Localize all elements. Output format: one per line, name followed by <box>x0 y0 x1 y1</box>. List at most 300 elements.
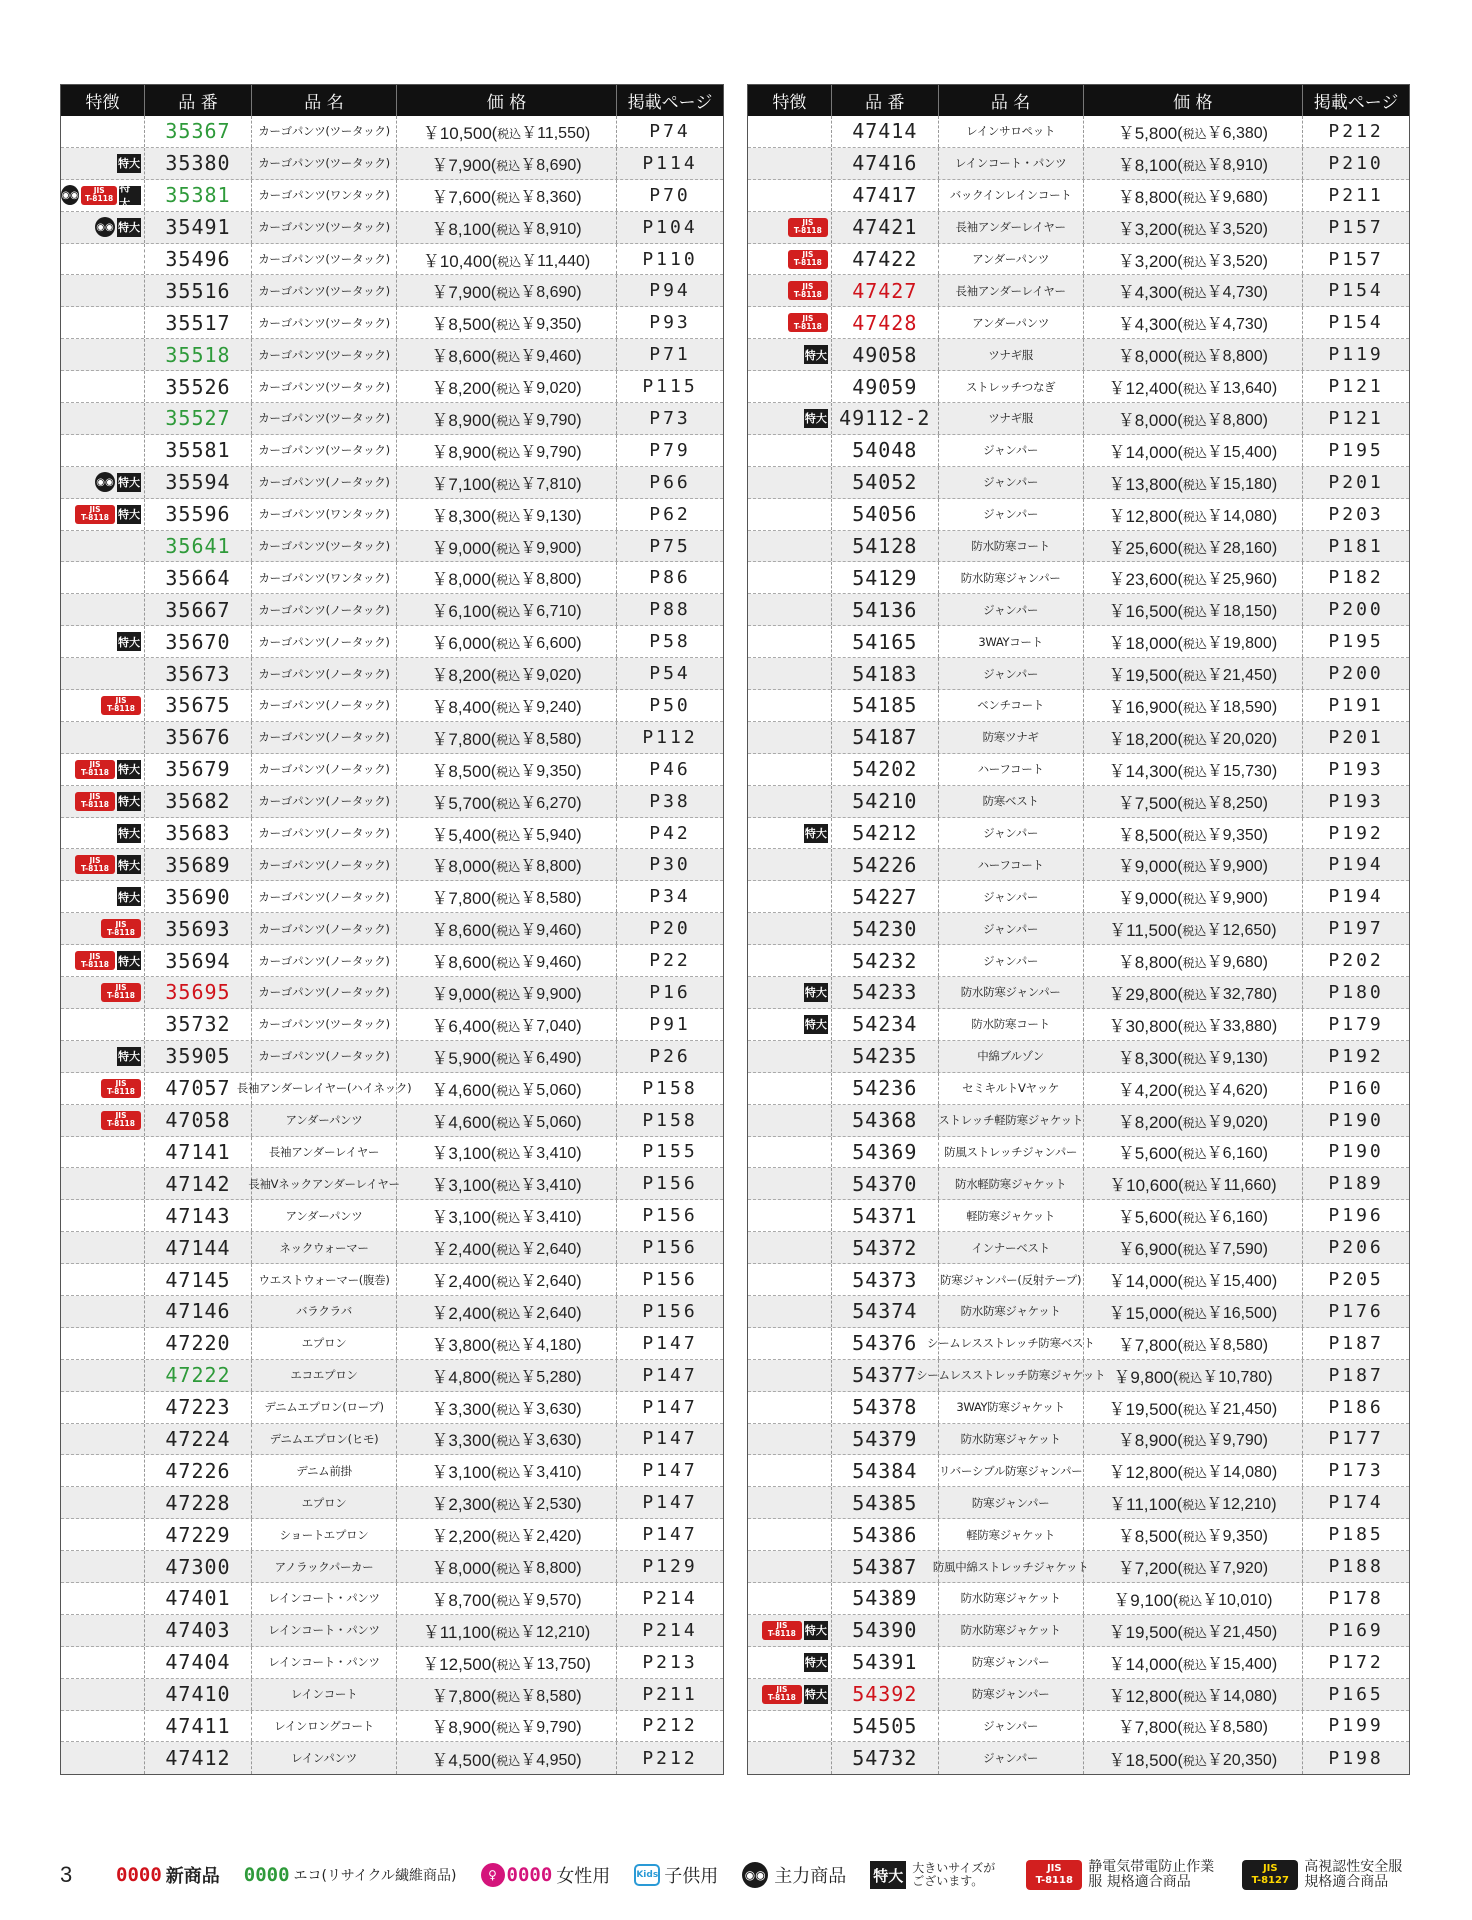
paren: ) <box>576 1719 582 1737</box>
table-row <box>61 1264 723 1296</box>
price: ￥9,000 <box>431 984 491 1004</box>
jis-text: JIS <box>115 1079 127 1089</box>
product-number: 47226 <box>145 1455 252 1486</box>
table-row <box>748 818 1409 850</box>
table-row <box>61 212 723 244</box>
paren: ( <box>490 1751 497 1769</box>
tax-price: ￥8,580 <box>1206 1719 1263 1737</box>
catalog-page: P178 <box>1328 1587 1384 1609</box>
tax-price: ￥14,080 <box>1206 1464 1272 1482</box>
tax-price: ￥3,410 <box>520 1209 577 1227</box>
product-number: 54390 <box>832 1615 939 1646</box>
price-with-tax <box>1178 1651 1278 1674</box>
header-price: 価 格 <box>397 85 617 116</box>
tax-label: 税込 <box>1178 1593 1203 1608</box>
paren: ( <box>1177 252 1183 270</box>
product-name: カーゴパンツ(ノータック) <box>252 690 397 721</box>
jis-text: JIS <box>802 281 814 291</box>
paren: ) <box>1271 571 1278 589</box>
tax-price: ￥9,790 <box>520 1719 577 1737</box>
product-number: 47224 <box>145 1424 252 1455</box>
features-cell <box>61 1742 145 1774</box>
legend-eco-code: 0000 <box>243 1864 290 1886</box>
price-with-tax <box>1178 726 1278 749</box>
features-cell <box>748 594 832 625</box>
features-cell <box>61 1232 145 1263</box>
paren: ( <box>1178 1177 1184 1195</box>
features-cell <box>61 275 145 306</box>
catalog-page: P147 <box>642 1460 698 1482</box>
product-number: 54378 <box>832 1392 939 1423</box>
price-with-tax <box>491 1109 582 1132</box>
paren: ) <box>1271 539 1278 557</box>
table-row <box>748 1264 1409 1296</box>
paren: ( <box>1177 794 1183 812</box>
tax-price: ￥4,730 <box>1206 316 1263 334</box>
jis-text: JIS <box>115 919 127 929</box>
paren: ( <box>490 1687 497 1705</box>
header-name: 品 名 <box>939 85 1084 116</box>
tax-price: ￥9,570 <box>520 1591 577 1609</box>
paren: ) <box>576 1464 582 1482</box>
jis-code-text: T-8118 <box>80 959 109 969</box>
jis-8118-icon <box>75 855 115 874</box>
price-with-tax <box>491 1013 582 1036</box>
catalog-page: P156 <box>642 1205 698 1227</box>
paren: ( <box>490 1623 496 1641</box>
features-cell <box>61 849 145 880</box>
tax-label: 税込 <box>496 1179 521 1194</box>
product-number: 54226 <box>832 849 939 880</box>
catalog-page: P195 <box>1328 439 1384 461</box>
price-cell <box>397 849 617 880</box>
product-name: レインロングコート <box>252 1711 397 1742</box>
legend-new-code: 0000 <box>116 1864 162 1886</box>
table-row <box>748 1328 1409 1360</box>
paren: ( <box>490 1177 497 1195</box>
paren: ( <box>490 1017 497 1035</box>
product-number: 54136 <box>832 594 939 625</box>
page-number: 3 <box>60 1862 73 1887</box>
price-cell <box>397 1073 617 1104</box>
table-row <box>748 435 1409 467</box>
price: ￥12,800 <box>1108 1686 1178 1706</box>
features-cell <box>748 1137 832 1168</box>
price-cell <box>397 371 617 402</box>
product-number: 35679 <box>145 754 252 785</box>
paren: ( <box>490 539 497 557</box>
header-number: 品 番 <box>832 85 939 116</box>
price-with-tax <box>491 1332 582 1355</box>
product-name: ハーフコート <box>939 754 1084 785</box>
features-cell <box>748 1296 832 1327</box>
jis-text: JIS <box>115 1111 127 1121</box>
tax-label: 税込 <box>496 860 521 875</box>
product-number: 54210 <box>832 786 939 817</box>
product-name: カーゴパンツ(ノータック) <box>252 818 397 849</box>
product-name: カーゴパンツ(ツータック) <box>252 275 397 306</box>
paren: ) <box>1271 1687 1278 1705</box>
product-number: 47143 <box>145 1200 252 1231</box>
price-cell <box>397 1392 617 1423</box>
paren: ) <box>576 1241 582 1259</box>
product-number: 54183 <box>832 658 939 689</box>
price-with-tax <box>1177 1140 1268 1163</box>
price-cell <box>397 1711 617 1742</box>
product-number: 35675 <box>145 690 252 721</box>
paren: ( <box>1177 443 1183 461</box>
tax-price: ￥10,010 <box>1202 1591 1268 1609</box>
table-row <box>61 403 723 435</box>
catalog-page: P112 <box>642 726 698 748</box>
tax-label: 税込 <box>1182 445 1207 460</box>
tax-price: ￥21,450 <box>1206 1623 1272 1641</box>
paren: ) <box>1262 220 1268 238</box>
paren: ( <box>1177 985 1183 1003</box>
price: ￥29,800 <box>1108 984 1178 1004</box>
price-cell <box>397 1679 617 1710</box>
price: ￥8,500 <box>431 315 491 335</box>
tax-price: ￥3,410 <box>520 1464 577 1482</box>
price-cell <box>397 1009 617 1040</box>
jis-code-text: T-8118 <box>767 1629 796 1639</box>
paren: ( <box>490 284 497 302</box>
product-name: 防寒ジャンパー <box>939 1647 1084 1678</box>
product-number: 54202 <box>832 754 939 785</box>
tax-label: 税込 <box>496 1657 521 1672</box>
price-with-tax <box>1177 120 1268 143</box>
product-number: 54232 <box>832 945 939 976</box>
product-name: ストレッチつなぎ <box>939 371 1084 402</box>
features-cell <box>61 1455 145 1486</box>
product-number: 54230 <box>832 913 939 944</box>
tax-label: 税込 <box>1182 1434 1207 1449</box>
paren: ( <box>490 794 497 812</box>
features-cell <box>61 626 145 657</box>
features-cell <box>748 1455 832 1486</box>
paren: ( <box>490 1400 497 1418</box>
legend-women-label: 女性用 <box>556 1866 611 1887</box>
legend-kids <box>634 1862 718 1888</box>
tax-price: ￥7,920 <box>1206 1560 1263 1578</box>
paren: ) <box>576 188 582 206</box>
price: ￥6,400 <box>431 1016 491 1036</box>
tax-price: ￥3,630 <box>520 1400 577 1418</box>
paren: ( <box>1177 1017 1183 1035</box>
product-name: 防寒ベスト <box>939 786 1084 817</box>
price-with-tax <box>1178 439 1278 462</box>
price: ￥7,600 <box>431 187 491 207</box>
catalog-page: P157 <box>1328 216 1384 238</box>
table-row <box>748 1455 1409 1487</box>
product-number: 47142 <box>145 1168 252 1199</box>
product-number: 35381 <box>145 180 252 211</box>
price: ￥5,800 <box>1117 123 1178 143</box>
product-name: カーゴパンツ(ツータック) <box>252 339 397 370</box>
tax-price: ￥6,710 <box>520 603 577 621</box>
tax-price: ￥8,580 <box>520 890 577 908</box>
product-number: 54373 <box>832 1264 939 1295</box>
product-name: ウエストウォーマー(腹巻) <box>252 1264 397 1295</box>
product-name: 中綿ブルゾン <box>939 1041 1084 1072</box>
product-name: カーゴパンツ(ツータック) <box>252 148 397 179</box>
price-cell <box>397 945 617 976</box>
product-number: 35518 <box>145 339 252 370</box>
price: ￥14,000 <box>1108 442 1178 462</box>
product-number: 54372 <box>832 1232 939 1263</box>
price-cell <box>1084 818 1304 849</box>
tax-label: 税込 <box>496 1019 521 1034</box>
product-name: カーゴパンツ(ツータック) <box>252 435 397 466</box>
paren: ) <box>576 284 582 302</box>
product-name: 防水防寒ジャンパー <box>939 562 1084 593</box>
price: ￥18,200 <box>1108 729 1178 749</box>
tax-price: ￥15,180 <box>1206 475 1272 493</box>
price-cell <box>397 1105 617 1136</box>
catalog-page: P114 <box>642 152 698 174</box>
jis-8118-icon <box>81 186 117 205</box>
features-cell <box>61 1105 145 1136</box>
price-cell <box>1084 1328 1304 1359</box>
table-row <box>61 467 723 499</box>
paren: ) <box>576 411 582 429</box>
table-row <box>748 786 1409 818</box>
features-cell <box>748 1487 832 1518</box>
features-cell <box>748 1264 832 1295</box>
price-cell <box>397 1455 617 1486</box>
table-row <box>61 307 723 339</box>
jis-text: JIS <box>776 1685 788 1695</box>
catalog-page: P54 <box>649 663 691 685</box>
product-name: デニムエプロン(ロープ) <box>252 1392 397 1423</box>
tax-label: 税込 <box>496 956 521 971</box>
price: ￥3,200 <box>1117 251 1178 271</box>
tax-label: 税込 <box>1182 1306 1207 1321</box>
product-number: 54505 <box>832 1711 939 1742</box>
price: ￥3,300 <box>431 1431 491 1451</box>
catalog-page: P22 <box>649 950 691 972</box>
paren: ) <box>576 1400 582 1418</box>
table-row <box>748 1392 1409 1424</box>
price-with-tax <box>1177 949 1268 972</box>
tax-label: 税込 <box>1182 413 1207 428</box>
price: ￥4,300 <box>1117 283 1178 303</box>
paren: ( <box>1177 316 1183 334</box>
paren: ( <box>1177 411 1183 429</box>
price-with-tax <box>1178 758 1278 781</box>
price-cell <box>397 499 617 530</box>
product-number: 35670 <box>145 626 252 657</box>
paren: ) <box>576 1177 582 1195</box>
jis-8118-icon <box>101 1079 141 1098</box>
paren: ) <box>576 1081 582 1099</box>
features-cell <box>61 945 145 976</box>
features-cell <box>61 1711 145 1742</box>
product-number: 54387 <box>832 1551 939 1582</box>
product-number: 54233 <box>832 977 939 1008</box>
features-cell <box>748 307 832 338</box>
paren: ) <box>576 1336 582 1354</box>
paren: ( <box>1177 1113 1183 1131</box>
product-name: カーゴパンツ(ツータック) <box>252 371 397 402</box>
catalog-page: P110 <box>642 248 698 270</box>
legend-footer <box>60 1855 1410 1895</box>
price: ￥8,600 <box>431 953 491 973</box>
catalog-page: P16 <box>649 981 691 1003</box>
tax-label: 税込 <box>1182 1466 1207 1481</box>
tax-label: 税込 <box>496 1753 521 1768</box>
product-number: 35594 <box>145 467 252 498</box>
paren: ( <box>490 858 497 876</box>
product-number: 54392 <box>832 1679 939 1710</box>
big-size-icon: 特大 <box>119 186 141 205</box>
price-cell <box>1084 594 1304 625</box>
price: ￥8,400 <box>431 697 491 717</box>
tax-label: 税込 <box>1182 382 1207 397</box>
paren: ) <box>576 1145 582 1163</box>
paren: ( <box>490 475 497 493</box>
paren: ) <box>576 443 582 461</box>
table-row <box>748 403 1409 435</box>
tax-label: 税込 <box>496 541 521 556</box>
paren: ( <box>490 571 497 589</box>
tax-price: ￥15,400 <box>1206 1273 1272 1290</box>
features-cell <box>61 1487 145 1518</box>
features-cell <box>61 307 145 338</box>
product-name: カーゴパンツ(ノータック) <box>252 722 397 753</box>
table-row <box>61 148 723 180</box>
table-row <box>748 849 1409 881</box>
catalog-page: P200 <box>1328 663 1384 685</box>
features-cell <box>748 1711 832 1742</box>
price-cell <box>1084 658 1304 689</box>
tax-price: ￥9,460 <box>520 954 577 972</box>
price-cell <box>1084 467 1304 498</box>
paren: ) <box>576 475 582 493</box>
product-name: レインコート・パンツ <box>252 1615 397 1646</box>
tax-label: 税込 <box>1182 1243 1207 1258</box>
table-header <box>748 85 1409 116</box>
table-row <box>61 1455 723 1487</box>
price-cell <box>1084 1137 1304 1168</box>
table-row <box>61 1742 723 1774</box>
price-cell <box>1084 371 1304 402</box>
paren: ( <box>490 826 497 844</box>
jis-8118-icon <box>75 760 115 779</box>
tax-label: 税込 <box>1182 796 1207 811</box>
price: ￥9,800 <box>1113 1367 1173 1387</box>
tax-label: 税込 <box>1182 126 1207 141</box>
catalog-page: P70 <box>649 184 691 206</box>
product-name: カーゴパンツ(ノータック) <box>252 1041 397 1072</box>
paren: ) <box>1271 730 1278 748</box>
features-cell <box>61 339 145 370</box>
product-number: 35689 <box>145 849 252 880</box>
paren: ( <box>1177 730 1183 748</box>
product-name: ツナギ服 <box>939 339 1084 370</box>
jis-8118-icon <box>788 218 828 237</box>
product-number: 54129 <box>832 562 939 593</box>
paren: ) <box>576 698 582 716</box>
catalog-page: P201 <box>1328 726 1384 748</box>
header-name: 品 名 <box>252 85 397 116</box>
big-size-icon: 特大 <box>804 824 828 843</box>
tax-label: 税込 <box>496 573 521 588</box>
table-row <box>748 1232 1409 1264</box>
tax-label: 税込 <box>496 1498 521 1513</box>
catalog-page: P34 <box>649 886 691 908</box>
paren: ) <box>1262 1145 1268 1163</box>
features-cell <box>61 148 145 179</box>
tax-label: 税込 <box>496 1083 521 1098</box>
features-cell <box>748 754 832 785</box>
price: ￥4,600 <box>431 1112 491 1132</box>
table-row <box>748 1679 1409 1711</box>
table-row <box>61 977 723 1009</box>
price-cell <box>1084 913 1304 944</box>
header-page: 掲載ページ <box>627 93 713 113</box>
product-number: 35380 <box>145 148 252 179</box>
product-number: 35496 <box>145 244 252 275</box>
price: ￥8,300 <box>431 506 491 526</box>
price-with-tax <box>491 598 582 621</box>
price-with-tax <box>1178 375 1278 398</box>
jis-text: JIS <box>776 1621 788 1631</box>
table-row <box>61 1615 723 1647</box>
table-row <box>748 1168 1409 1200</box>
product-name: カーゴパンツ(ノータック) <box>252 467 397 498</box>
tax-price: ￥8,800 <box>1206 348 1263 366</box>
product-name: カーゴパンツ(ワンタック) <box>252 499 397 530</box>
big-size-icon: 特大 <box>117 632 141 651</box>
paren: ( <box>490 1273 497 1290</box>
catalog-page: P187 <box>1328 1364 1384 1386</box>
tax-price: ￥3,410 <box>520 1177 577 1195</box>
tax-price: ￥15,730 <box>1206 762 1272 780</box>
features-cell <box>748 722 832 753</box>
tax-price: ￥8,360 <box>520 188 577 206</box>
price-with-tax <box>491 1300 582 1323</box>
paren: ( <box>1177 954 1183 972</box>
catalog-page: P157 <box>1328 248 1384 270</box>
tax-price: ￥7,590 <box>1206 1241 1263 1259</box>
catalog-page: P79 <box>649 439 691 461</box>
table-row <box>61 531 723 563</box>
paren: ( <box>490 1049 497 1067</box>
paren: ( <box>1176 1496 1183 1514</box>
price: ￥8,500 <box>1117 1527 1178 1547</box>
features-cell <box>61 371 145 402</box>
features-cell <box>61 1519 145 1550</box>
price-cell <box>397 594 617 625</box>
paren: ( <box>1177 188 1183 206</box>
tax-label: 税込 <box>1182 1019 1207 1034</box>
price-cell <box>1084 1615 1304 1646</box>
price: ￥7,800 <box>1117 1335 1178 1355</box>
tax-price: ￥3,410 <box>520 1145 577 1163</box>
catalog-page: P104 <box>642 216 698 238</box>
tax-price: ￥11,550 <box>521 124 585 142</box>
price-cell <box>1084 626 1304 657</box>
paren: ) <box>576 1496 582 1514</box>
product-number: 54212 <box>832 818 939 849</box>
tax-price: ￥2,420 <box>520 1528 577 1546</box>
big-size-icon: 特大 <box>117 760 141 779</box>
price: ￥19,500 <box>1108 1622 1178 1642</box>
tax-price: ￥21,450 <box>1206 667 1272 685</box>
price-with-tax <box>1178 630 1278 653</box>
price-with-tax <box>491 311 582 334</box>
